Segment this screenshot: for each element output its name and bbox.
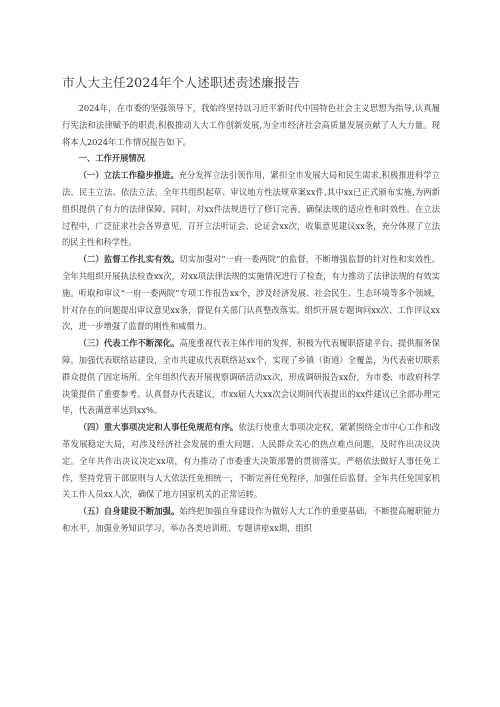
item-paragraph: [62, 251, 440, 335]
item-title: （四）重大事项决定和人事任免规范有序。: [78, 422, 239, 433]
item-title: （五）自身建设不断加强。: [78, 506, 180, 517]
item-paragraph: [62, 419, 440, 503]
item-paragraph: [62, 335, 440, 419]
intro-paragraph: 2024年，在市委的坚强领导下，我始终坚持以习近平新时代中国特色社会主义思想为指导,认真履行宪法和法律赋予的职责,积极推动人大工作创新发展,为全市经济社会高质量发展贡献了人大力量。现将本人2024年工作情况报告如下。: [62, 103, 440, 147]
item-text: 充分发挥立法引领作用，紧扣全市发展大局和民生需求,积极推进科学立法、民主立法、依法立法。全年共组织起草、审议地方性法规草案xx件,其中xx已正式颁布实施,为两新组织提供了有力的法律保障。同时，对xx件法规进行了修订完善，确保法规的适应性和时效性。在立法过程中，广泛征求社会各界意见，召开立法听证会、论证会xx次，收集意见建议xx条，充分体现了立法的民主性和科学性。: [62, 170, 440, 248]
item-text: 切实加强对“一府一委两院”的监督，不断增强监督的针对性和实效性。全年共组织开展执法检查xx次，对xx项法律法规的实施情况进行了检查，有力推动了法律法规的有效实施。听取和审议“一府一委两院”专项工作报告xx个，涉及经济发展、社会民生、生态环境等多个领域，针对存在的问题提出审议意见xx条，督促有关部门认真整改落实。组织开展专题询问xx次、工作评议xx次，进一步增强了监督的刚性和威慑力。: [62, 254, 440, 332]
document-title: 市人大主任2024年个人述职述责述廉报告: [62, 75, 300, 90]
item-title: （三）代表工作不断深化。: [78, 338, 180, 349]
item-title: （一）立法工作稳步推进。: [78, 170, 179, 181]
item-text: 始终把加强自身建设作为做好人大工作的重要基础，不断提高履职能力和水平，加强业务知识学习，举办各类培训班、专题讲座xx期，组织: [62, 506, 440, 533]
item-text: 高度重视代表主体作用的发挥，积极为代表履职搭建平台、提供服务保障。加强代表联络站建设，全市共建成代表联络站xx个，实现了乡镇（街道）全覆盖，为代表密切联系群众提供了固定场所。全年组织代表开展视察调研活动xx次，形成调研报告xx份，为市委、市政府科学决策提供了重要参考。认真督办代表建议，市xx届人大xx次会议期间代表提出的xx件建议已全部办理完毕，代表满意率达到xx%。: [62, 338, 440, 416]
section-heading: 一、工作开展情况: [78, 153, 145, 164]
item-paragraph: [62, 503, 440, 537]
item-text: 依法行使重大事项决定权，紧紧围绕全市中心工作和改革发展稳定大局，对涉及经济社会发展的重大问题、人民群众关心的热点难点问题，及时作出决议决定。全年共作出决议决定xx项，有力推动了市委重大决策部署的贯彻落实。严格依法做好人事任免工作，坚持党管干部原则与人大依法任免相统一，不断完善任免程序，加强任后监督。全年共任免国家机关工作人员xx人次，确保了地方国家机关的正常运转。: [62, 422, 440, 500]
document-body: [62, 100, 440, 537]
item-paragraph: [62, 167, 440, 251]
item-title: （二）监督工作扎实有效。: [78, 254, 180, 265]
